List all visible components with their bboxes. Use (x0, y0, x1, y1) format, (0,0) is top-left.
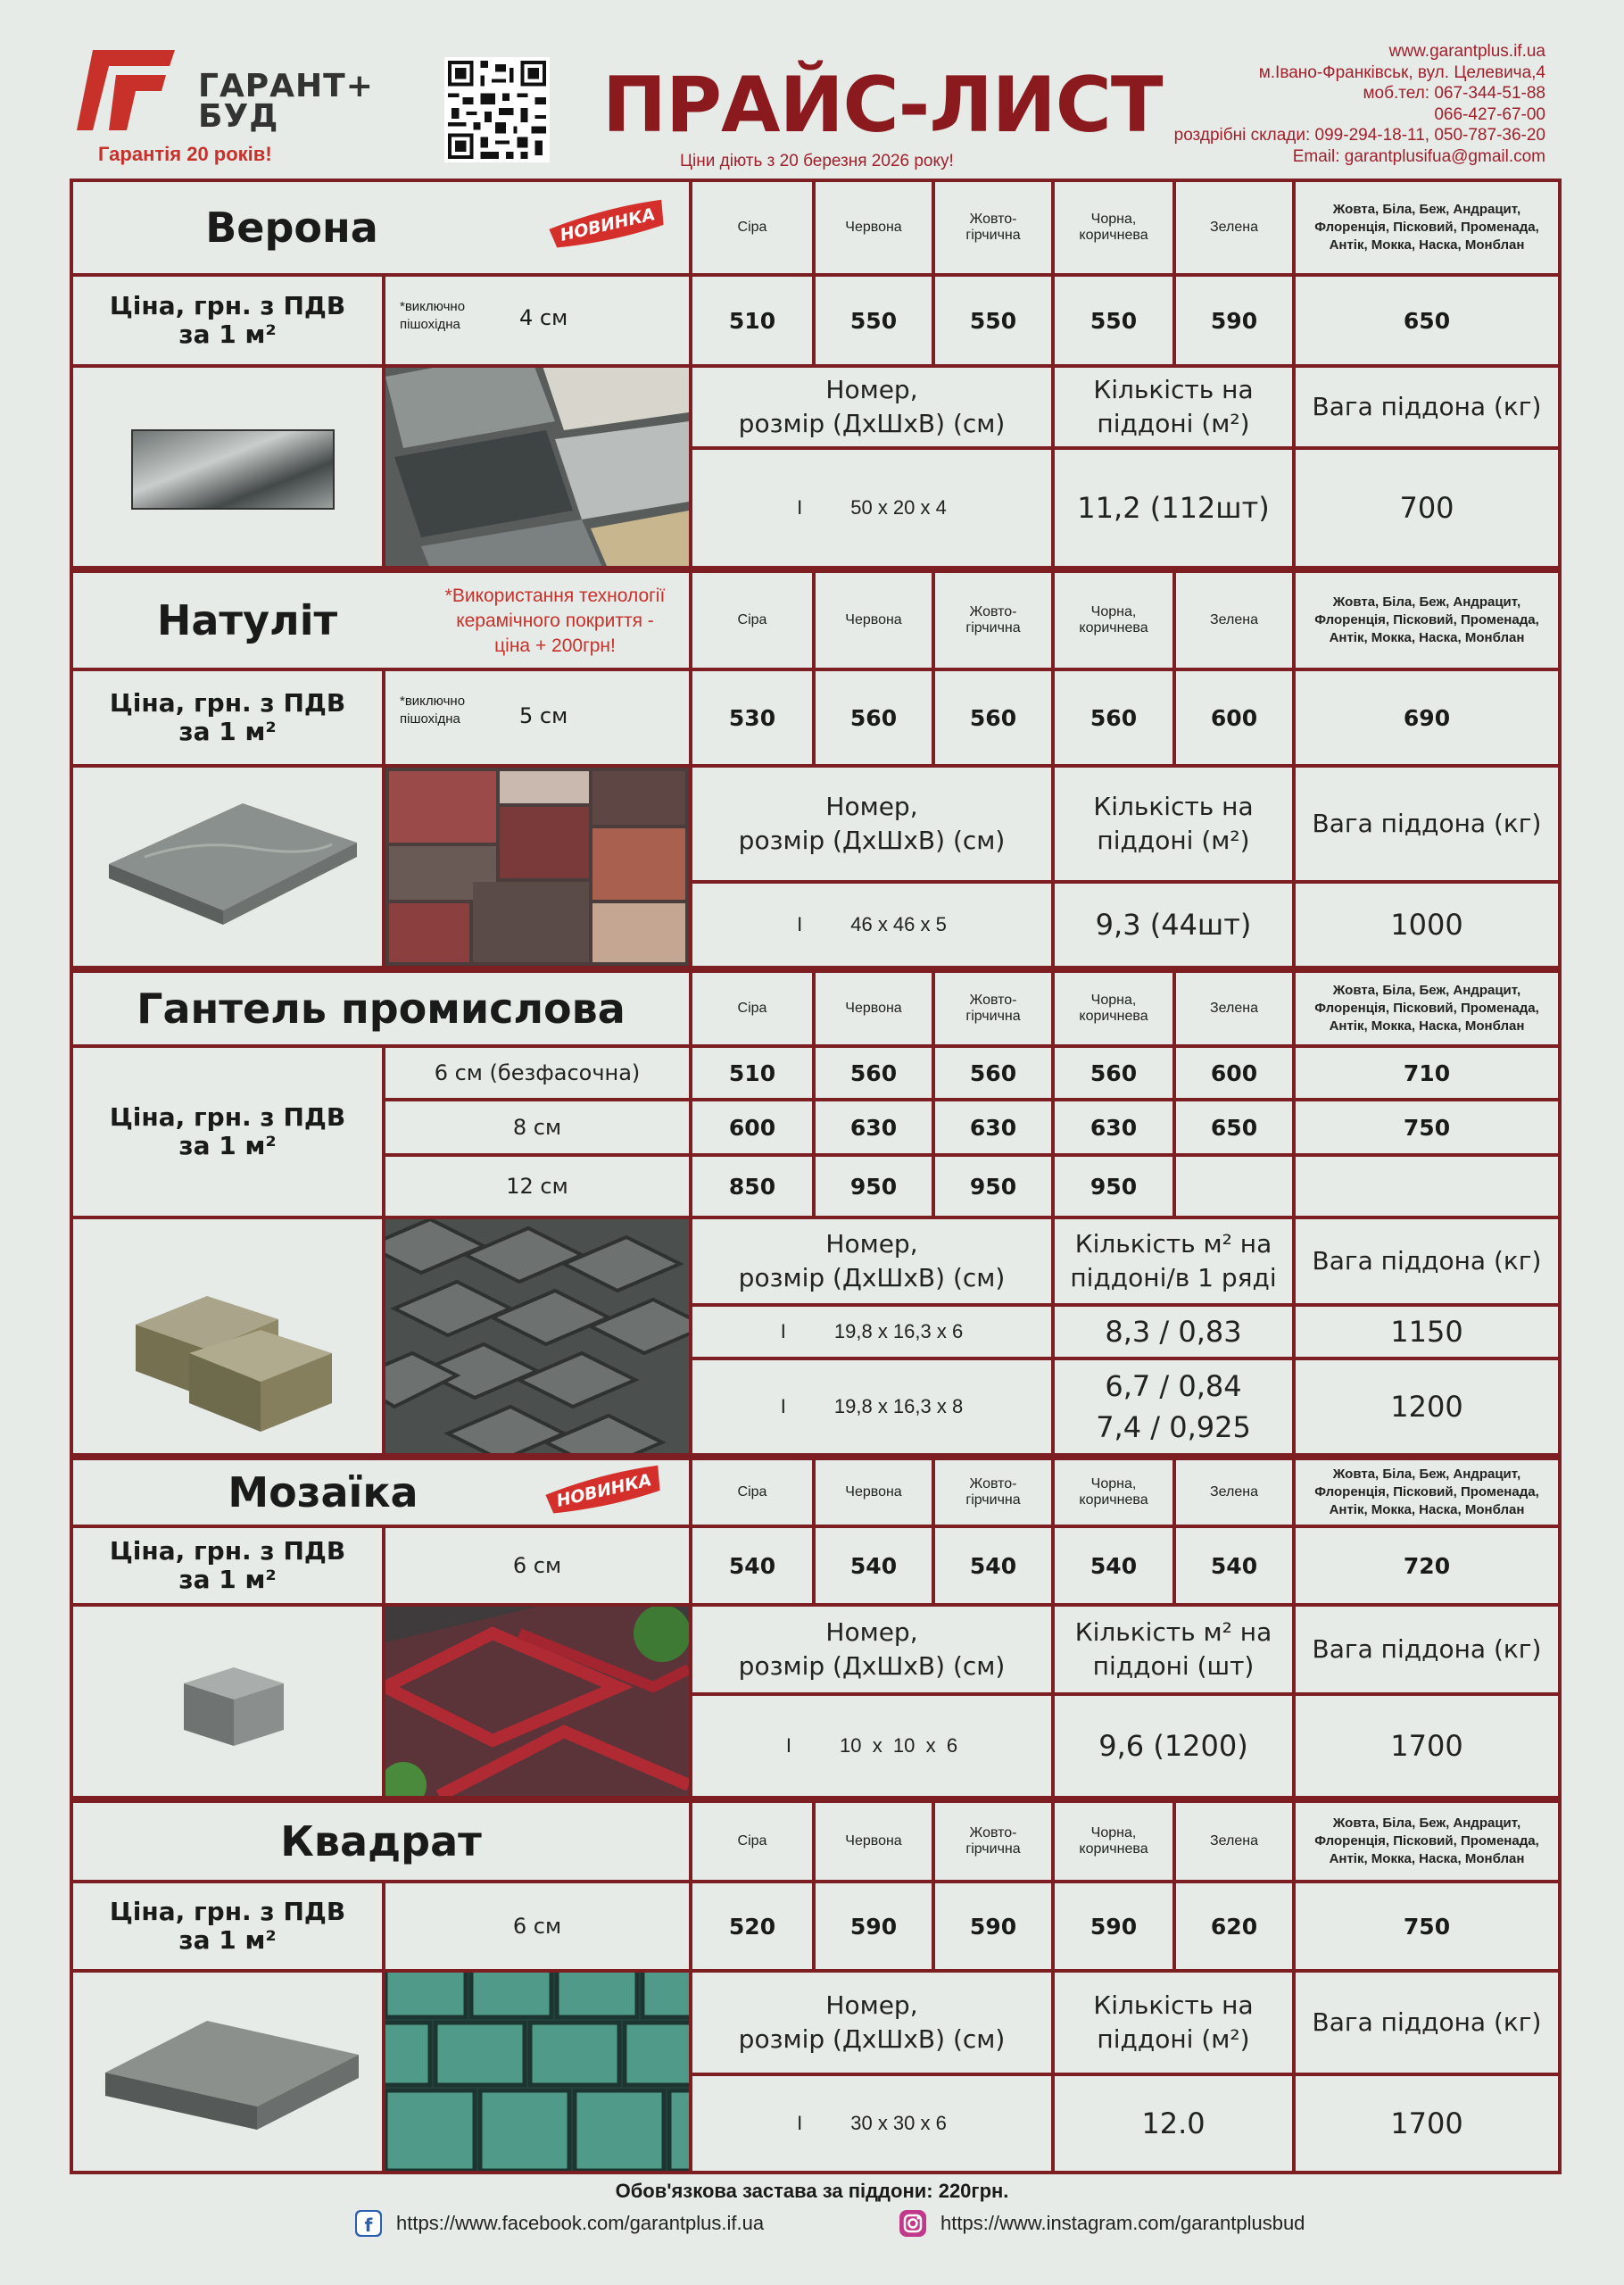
qty-value: 12.0 (1055, 2076, 1292, 2171)
instagram-link[interactable] (898, 2208, 1305, 2239)
price-yellow: 560 (935, 1048, 1051, 1098)
col-header-yellow: Жовто- гірчична (935, 182, 1051, 273)
price-green: 600 (1176, 1048, 1292, 1098)
product-photo-natulit (73, 768, 382, 966)
qty-header: Кількість на піддоні (м²) (1055, 368, 1292, 446)
price-black: 590 (1055, 1883, 1172, 1969)
col-header-yellow: Жовто- гірчична (935, 573, 1051, 668)
paving-pattern-icon (385, 1219, 689, 1453)
price-red: 560 (816, 671, 932, 764)
pallet-deposit-note: Обов'язкова застава за піддони: 220грн. (615, 2180, 1009, 2202)
thickness-value: 4 см (519, 305, 568, 330)
qty-header: Кількість на піддоні (м²) (1055, 768, 1292, 880)
document-title: ПРАЙС-ЛИСТ (602, 61, 1163, 150)
qty-header: Кількість м² на піддоні (шт) (1055, 1607, 1292, 1692)
weight-header: Вага піддона (кг) (1296, 1607, 1558, 1692)
price-yellow: 550 (935, 277, 1051, 364)
product-name-mozaika: Мозаїка (228, 1468, 418, 1516)
brand-name: ГАРАНТ+ БУД (198, 68, 374, 135)
col-header-other: Жовта, Біла, Беж, Андрацит, Флоренція, Пісковий, Променада, Антік, Мокка, Наска, Монблан (1296, 1803, 1558, 1880)
price-yellow: 630 (935, 1101, 1051, 1153)
price-black: 550 (1055, 277, 1172, 364)
paving-pattern-icon (385, 1607, 689, 1796)
product-name-natulit: Натуліт (156, 596, 338, 644)
price-other: 720 (1296, 1528, 1558, 1603)
price-black: 560 (1055, 671, 1172, 764)
price-other: 690 (1296, 671, 1558, 764)
price-other: 650 (1296, 277, 1558, 364)
col-header-gray: Сіра (692, 973, 812, 1044)
col-header-red: Червона (816, 573, 932, 668)
col-header-green: Зелена (1176, 573, 1292, 668)
qty-header: Кількість на піддоні (м²) (1055, 1973, 1292, 2073)
item-number: I (780, 1320, 786, 1342)
col-header-other: Жовта, Біла, Беж, Андрацит, Флоренція, Пісковий, Променада, Антік, Мокка, Наска, Монблан (1296, 182, 1558, 273)
price-yellow: 540 (935, 1528, 1051, 1603)
col-header-gray: Сіра (692, 573, 812, 668)
paving-photo-kvadrat (385, 1973, 689, 2171)
price-red: 950 (816, 1157, 932, 1216)
instagram-url[interactable]: https://www.instagram.com/garantplusbud (940, 2212, 1305, 2234)
size-value: 30 x 30 x 6 (850, 2112, 947, 2134)
product-name-cell (73, 573, 689, 668)
svg-text:f: f (364, 2214, 373, 2236)
price-yellow: 590 (935, 1883, 1051, 1969)
product-photo-gantel (73, 1219, 382, 1453)
mobile-phone: моб.тел: 067-344-51-88 (1363, 84, 1545, 103)
col-header-other: Жовта, Біла, Беж, Андрацит, Флоренція, Пісковий, Променада, Антік, Мокка, Наска, Монблан (1296, 573, 1558, 668)
price-green: 540 (1176, 1528, 1292, 1603)
facebook-url[interactable]: https://www.facebook.com/garantplus.if.ua (396, 2212, 765, 2234)
ceramic-coating-note: *Використання технології керамічного покриття - ціна + 200грн! (444, 586, 666, 656)
col-header-black: Чорна, коричнева (1055, 182, 1172, 273)
col-header-other: Жовта, Біла, Беж, Андрацит, Флоренція, Пісковий, Променада, Антік, Мокка, Наска, Монблан (1296, 973, 1558, 1044)
col-header-gray: Сіра (692, 1803, 812, 1880)
col-header-red: Червона (816, 973, 932, 1044)
weight-header: Вага піддона (кг) (1296, 368, 1558, 446)
size-value: 46 x 46 x 5 (850, 913, 947, 935)
price-gray: 540 (692, 1528, 812, 1603)
new-badge-label: НОВИНКА (554, 1470, 654, 1511)
new-badge (546, 204, 669, 245)
price-gray: 510 (692, 277, 812, 364)
price-yellow: 560 (935, 671, 1051, 764)
col-header-black: Чорна, коричнева (1055, 1460, 1172, 1525)
website-link[interactable]: www.garantplus.if.ua (1388, 42, 1545, 61)
qty-value: 8,3 / 0,83 (1055, 1307, 1292, 1357)
col-header-green: Зелена (1176, 182, 1292, 273)
price-gray: 600 (692, 1101, 812, 1153)
size-cell (692, 2076, 1051, 2171)
col-header-red: Червона (816, 1460, 932, 1525)
price-black: 950 (1055, 1157, 1172, 1216)
paving-photo-mozaika (385, 1607, 689, 1796)
weight-value: 1700 (1296, 2076, 1558, 2171)
qty-value: 11,2 (112шт) (1055, 450, 1292, 566)
price-red: 560 (816, 1048, 932, 1098)
new-badge-label: НОВИНКА (558, 204, 658, 245)
thickness-value: 5 см (519, 703, 568, 728)
size-cell (692, 1307, 1051, 1357)
qty-header: Кількість м² на піддоні/в 1 ряді (1055, 1219, 1292, 1303)
thickness-value: 6 см (безфасочна) (385, 1048, 689, 1098)
number-size-header: Номер, розмір (ДхШхВ) (см) (692, 368, 1051, 446)
paving-pattern-icon (385, 368, 689, 566)
guarantee-text: Гарантія 20 років! (98, 143, 272, 165)
cube-paver-icon (73, 1607, 382, 1796)
price-red: 550 (816, 277, 932, 364)
price-other: 750 (1296, 1883, 1558, 1969)
product-name-cell (73, 1803, 689, 1880)
thickness-cell (385, 671, 689, 764)
size-cell (692, 1360, 1051, 1453)
size-value: 10 x 10 x 6 (840, 1734, 958, 1757)
item-number: I (785, 1734, 792, 1757)
col-header-red: Червона (816, 182, 932, 273)
price-other: 710 (1296, 1048, 1558, 1098)
col-header-black: Чорна, коричнева (1055, 573, 1172, 668)
mobile-phone-2: 066-427-67-00 (1434, 104, 1545, 124)
price-valid-date: Ціни діють з 20 березня 2026 року! (680, 152, 954, 170)
col-header-gray: Сіра (692, 1460, 812, 1525)
number-size-header: Номер, розмір (ДхШхВ) (см) (692, 1607, 1051, 1692)
price-other: 750 (1296, 1101, 1558, 1153)
product-name-verona: Верона (205, 204, 378, 252)
qty-value: 9,6 (1200) (1055, 1696, 1292, 1796)
exclusive-note: *виключно пішохідна (400, 694, 466, 727)
col-header-red: Червона (816, 1803, 932, 1880)
qty-value: 9,3 (44шт) (1055, 884, 1292, 966)
exclusive-note: *виключно пішохідна (400, 299, 466, 332)
paving-pattern-icon (385, 768, 689, 966)
product-name-gantel: Гантель промислова (137, 985, 626, 1033)
address: м.Івано-Франківськ, вул. Целевича,4 (1258, 62, 1545, 82)
col-header-yellow: Жовто- гірчична (935, 973, 1051, 1044)
weight-value: 1150 (1296, 1307, 1558, 1357)
price-gray: 850 (692, 1157, 812, 1216)
col-header-yellow: Жовто- гірчична (935, 1460, 1051, 1525)
weight-value: 1000 (1296, 884, 1558, 966)
product-name-cell (73, 1460, 689, 1525)
price-label: Ціна, грн. з ПДВ за 1 м² (73, 277, 382, 364)
col-header-black: Чорна, коричнева (1055, 973, 1172, 1044)
size-cell (692, 884, 1051, 966)
price-black: 630 (1055, 1101, 1172, 1153)
warehouse-phones: роздрібні склади: 099-294-18-11, 050-787-36-20 (1173, 126, 1545, 145)
product-photo-mozaika (73, 1607, 382, 1796)
number-size-header: Номер, розмір (ДхШхВ) (см) (692, 768, 1051, 880)
size-value: 50 x 20 x 4 (850, 496, 947, 519)
product-photo-verona (73, 368, 382, 566)
facebook-link[interactable] (353, 2208, 764, 2239)
col-header-green: Зелена (1176, 1803, 1292, 1880)
number-size-header: Номер, розмір (ДхШхВ) (см) (692, 1219, 1051, 1303)
price-other (1296, 1157, 1558, 1216)
price-black: 540 (1055, 1528, 1172, 1603)
paver-block-icon (73, 368, 382, 566)
email-link[interactable]: Email: garantplusifua@gmail.com (1292, 146, 1545, 166)
item-number: I (797, 2112, 803, 2134)
weight-header: Вага піддона (кг) (1296, 1219, 1558, 1303)
page-header (0, 0, 1624, 179)
thickness-value: 12 см (385, 1157, 689, 1216)
weight-value: 700 (1296, 450, 1558, 566)
price-gray: 510 (692, 1048, 812, 1098)
dumbbell-paver-icon (73, 1219, 382, 1453)
new-badge (543, 1470, 666, 1511)
weight-value: 1200 (1296, 1360, 1558, 1453)
price-label: Ціна, грн. з ПДВ за 1 м² (73, 1883, 382, 1969)
thickness-value: 6 см (385, 1528, 689, 1603)
price-red: 630 (816, 1101, 932, 1153)
price-red: 590 (816, 1883, 932, 1969)
price-green: 590 (1176, 277, 1292, 364)
paving-pattern-icon (385, 1973, 689, 2171)
size-value: 19,8 x 16,3 x 6 (833, 1320, 964, 1342)
price-gray: 520 (692, 1883, 812, 1969)
price-green (1176, 1157, 1292, 1216)
qr-code-icon[interactable] (444, 57, 550, 162)
product-name-kvadrat: Квадрат (280, 1817, 482, 1865)
paving-photo-gantel (385, 1219, 689, 1453)
price-red: 540 (816, 1528, 932, 1603)
col-header-green: Зелена (1176, 973, 1292, 1044)
square-slab-icon (73, 1973, 382, 2171)
company-logo-icon (77, 50, 175, 130)
thickness-value: 8 см (385, 1101, 689, 1153)
price-yellow: 950 (935, 1157, 1051, 1216)
size-value: 19,8 x 16,3 x 8 (833, 1395, 964, 1417)
number-size-header: Номер, розмір (ДхШхВ) (см) (692, 1973, 1051, 2073)
item-number: I (797, 913, 803, 935)
thickness-value: 6 см (385, 1883, 689, 1969)
col-header-gray: Сіра (692, 182, 812, 273)
price-table (70, 179, 1562, 2174)
product-name-cell (73, 182, 689, 273)
price-green: 650 (1176, 1101, 1292, 1153)
size-cell (692, 1696, 1051, 1796)
paving-photo-natulit (385, 768, 689, 966)
paver-slab-icon (73, 768, 382, 966)
facebook-icon (353, 2208, 384, 2239)
price-label: Ціна, грн. з ПДВ за 1 м² (73, 1528, 382, 1603)
contact-block (1174, 41, 1545, 167)
col-header-yellow: Жовто- гірчична (935, 1803, 1051, 1880)
thickness-cell (385, 277, 689, 364)
item-number: I (797, 496, 803, 519)
col-header-black: Чорна, коричнева (1055, 1803, 1172, 1880)
price-green: 620 (1176, 1883, 1292, 1969)
col-header-other: Жовта, Біла, Беж, Андрацит, Флоренція, Пісковий, Променада, Антік, Мокка, Наска, Монблан (1296, 1460, 1558, 1525)
price-black: 560 (1055, 1048, 1172, 1098)
weight-header: Вага піддона (кг) (1296, 1973, 1558, 2073)
weight-value: 1700 (1296, 1696, 1558, 1796)
paving-photo-verona (385, 368, 689, 566)
price-green: 600 (1176, 671, 1292, 764)
price-label: Ціна, грн. з ПДВ за 1 м² (73, 671, 382, 764)
col-header-green: Зелена (1176, 1460, 1292, 1525)
qty-value: 6,7 / 0,84 7,4 / 0,925 (1055, 1360, 1292, 1453)
size-cell (692, 450, 1051, 566)
item-number: I (780, 1395, 786, 1417)
price-gray: 530 (692, 671, 812, 764)
product-name-cell (73, 973, 689, 1044)
product-photo-kvadrat (73, 1973, 382, 2171)
weight-header: Вага піддона (кг) (1296, 768, 1558, 880)
instagram-icon (898, 2208, 928, 2239)
price-label: Ціна, грн. з ПДВ за 1 м² (73, 1048, 382, 1216)
